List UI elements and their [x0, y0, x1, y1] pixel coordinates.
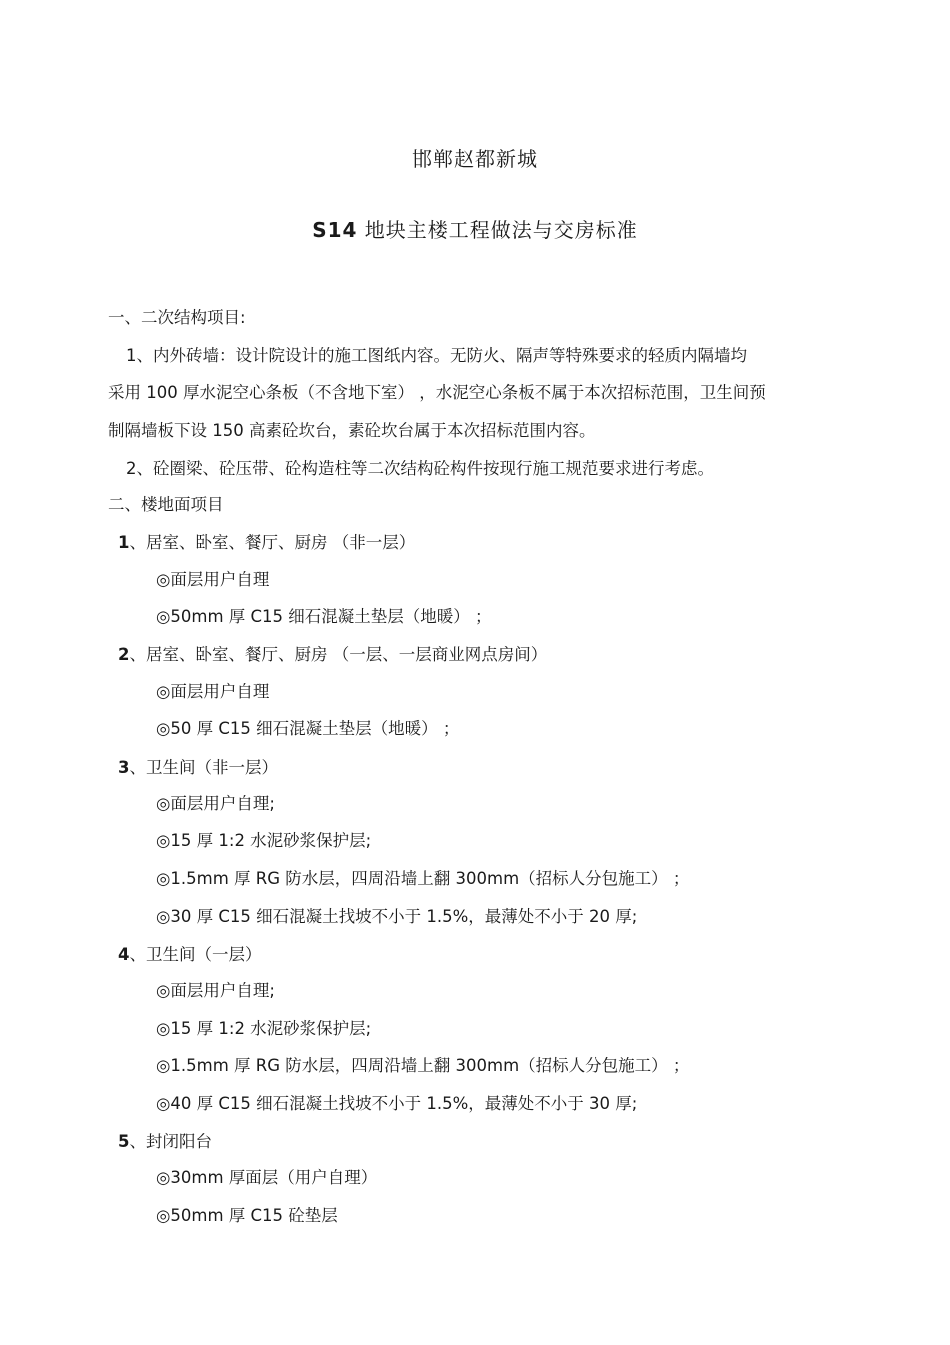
list-item: ◎50 厚 C15 细石混凝土垫层（地暖） ；: [156, 719, 460, 738]
list-item: ◎30mm 厚面层（用户自理）: [156, 1168, 378, 1187]
list-item-title: [118, 644, 547, 666]
list-item: ◎1.5mm 厚 RG 防水层，四周沿墙上翻 300mm（招标人分包施工） ；: [156, 1056, 690, 1075]
list-item-title: [118, 944, 261, 966]
list-item: ◎面层用户自理;: [156, 794, 275, 813]
list-item: ◎1.5mm 厚 RG 防水层，四周沿墙上翻 300mm（招标人分包施工） ；: [156, 869, 690, 888]
list-item: ◎30 厚 C15 细石混凝土找坡不小于 1.5%，最薄处不小于 20 厚;: [156, 907, 638, 926]
paragraph-line: 1、内外砖墙：设计院设计的施工图纸内容。无防火、隔声等特殊要求的轻质内隔墙均: [126, 346, 747, 365]
item-number: 4: [118, 945, 130, 964]
item-title-text: 、卫生间（一层）: [129, 945, 262, 964]
item-number: 5: [118, 1132, 130, 1151]
item-title-text: 、居室、卧室、餐厅、厨房 （非一层）: [129, 533, 416, 552]
item-title-text: 、封闭阳台: [129, 1132, 212, 1151]
item-number: 1: [118, 533, 130, 552]
list-item: ◎面层用户自理;: [156, 981, 275, 1000]
subtitle-text: 地块主楼工程做法与交房标准: [364, 218, 638, 242]
list-item: ◎面层用户自理: [156, 570, 270, 589]
list-item-title: [118, 757, 278, 779]
item-number: 3: [118, 758, 130, 777]
document-subtitle: [0, 214, 950, 243]
item-title-text: 、居室、卧室、餐厅、厨房 （一层、一层商业网点房间）: [129, 645, 548, 664]
list-item: ◎50mm 厚 C15 细石混凝土垫层（地暖） ；: [156, 607, 492, 626]
list-item-title: [118, 1131, 212, 1153]
list-item: ◎面层用户自理: [156, 682, 270, 701]
list-item: ◎40 厚 C15 细石混凝土找坡不小于 1.5%，最薄处不小于 30 厚;: [156, 1094, 638, 1113]
document-title: 邯郸赵都新城: [412, 147, 538, 171]
item-title-text: 、卫生间（非一层）: [129, 758, 278, 777]
paragraph-line: 制隔墙板下设 150 高素砼坎台，素砼坎台属于本次招标范围内容。: [108, 421, 596, 440]
section-heading: 一、二次结构项目:: [108, 308, 246, 327]
list-item-title: [118, 532, 415, 554]
item-number: 2: [118, 645, 130, 664]
paragraph-line: 2、砼圈梁、砼压带、砼构造柱等二次结构砼构件按现行施工规范要求进行考虑。: [126, 459, 714, 478]
list-item: ◎50mm 厚 C15 砼垫层: [156, 1206, 338, 1225]
list-item: ◎15 厚 1:2 水泥砂浆保护层;: [156, 1019, 372, 1038]
list-item: ◎15 厚 1:2 水泥砂浆保护层;: [156, 831, 372, 850]
plot-code: S14: [312, 218, 358, 242]
section-heading: 二、楼地面项目: [108, 495, 224, 514]
paragraph-line: 采用 100 厚水泥空心条板（不含地下室） ，水泥空心条板不属于本次招标范围，卫生间预: [108, 383, 766, 402]
